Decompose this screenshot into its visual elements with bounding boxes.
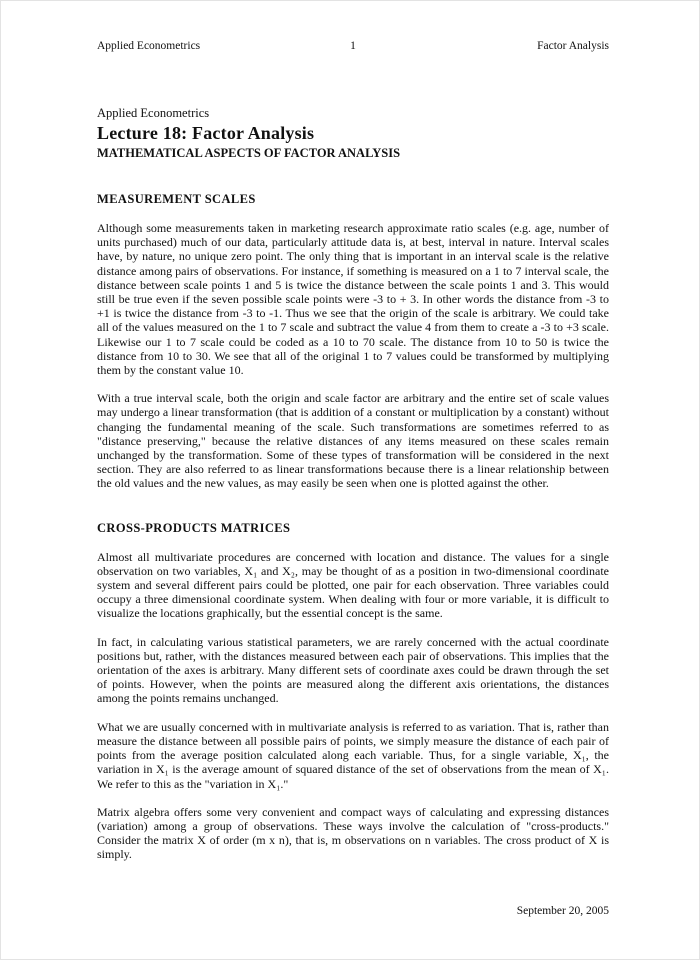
running-header — [97, 40, 609, 52]
course-name: Applied Econometrics — [97, 106, 210, 120]
document-body — [97, 106, 609, 862]
section-heading-measurement-scales: MEASUREMENT SCALES — [97, 192, 256, 206]
paragraph: With a true interval scale, both the origin and scale factor are arbitrary and the entire set of scale values may undergo a linear transformation (that is addition of a constant or multiplication by a constant) without changing the fundamental meaning of the scale. Such transformations are sometimes referred to as "distance preserving," because the relative distances of any items measured on these scales remain unchanged by the transformation. Some of these types of transformation will be considered in the next section. They are also referred to as linear transformations because there is a linear relationship between the old values and the new values, as may easily be seen when one is plotted against the other. — [97, 391, 609, 491]
paragraph: Although some measurements taken in marketing research approximate ratio scales (e.g. age, number of units purchased) much of our data, particularly attitude data is, at best, interval in nature. Interval scales have, by nature, no unique zero point. The only thing that is important in an interval scale is the relative distance among pairs of observations. For instance, if something is measured on a 1 to 7 interval scale, the distance between scale points 1 and 5 is twice the distance between the scale points 1 and 3. This would still be true even if the seven possible scale points were -3 to + 3. In other words the distance from -3 to +1 is twice the distance from -3 to -1. Thus we see that the origin of the scale is arbitrary. We could take all of the values measured on the 1 to 7 scale and subtract the value 4 from them to create a -3 to +3 scale. Likewise our 1 to 7 scale could be coded as a 10 to 70 scale. The distance from 10 to 50 is twice the distance from 10 to 30. We see that all of the original 1 to 7 values could be transformed by multiplying them by the constant value 10. — [97, 221, 609, 378]
paragraph: Almost all multivariate procedures are concerned with location and distance. The values for a single observation on two variables, X₁ and X₂, may be thought of as a position in two-dimensional coordinate system and several different pairs could be plotted, one pair for each observation. Three variables could occupy a three dimensional coordinate system. When dealing with four or more variable, it is difficult to visualize the locations graphically, but the essential concept is the same. — [97, 549, 609, 621]
footer-date: September 20, 2005 — [516, 905, 609, 917]
header-page-number: 1 — [350, 40, 356, 52]
paragraph: What we are usually concerned with in multivariate analysis is referred to as variation. That is, rather than measure the distance between all possible pairs of points, we simply measure the distance of each pair of points from the average position calculated along each variable. Thus, for a single variable, X₁, the variation in X₁ is the average amount of squared distance of the set of observations from the mean of X₁. We refer to this as the "variation in X₁." — [97, 719, 609, 791]
paragraph: In fact, in calculating various statistical parameters, we are rarely concerned with the actual coordinate positions but, rather, with the distances measured between each pair of observations. This implies that the orientation of the axes is arbitrary. Many different sets of coordinate axes could be drawn through the set of points. However, when the points are measured along the different axis orientations, the distances among the points remains unchanged. — [97, 634, 609, 706]
lecture-title: Lecture 18: Factor Analysis — [97, 123, 315, 143]
section-heading-cross-products-matrices: CROSS-PRODUCTS MATRICES — [97, 520, 291, 535]
paragraph: Matrix algebra offers some very convenient and compact ways of calculating and expressing distances (variation) among a group of observations. These ways involve the calculation of "cross-products." Consider the matrix X of order (m x n), that is, m observations on n variables. The cross product of X is simply. — [97, 804, 609, 862]
lecture-subtitle: MATHEMATICAL ASPECTS OF FACTOR ANALYSIS — [97, 146, 401, 160]
header-left-text: Applied Econometrics — [97, 40, 201, 52]
header-right-text: Factor Analysis — [537, 40, 609, 52]
